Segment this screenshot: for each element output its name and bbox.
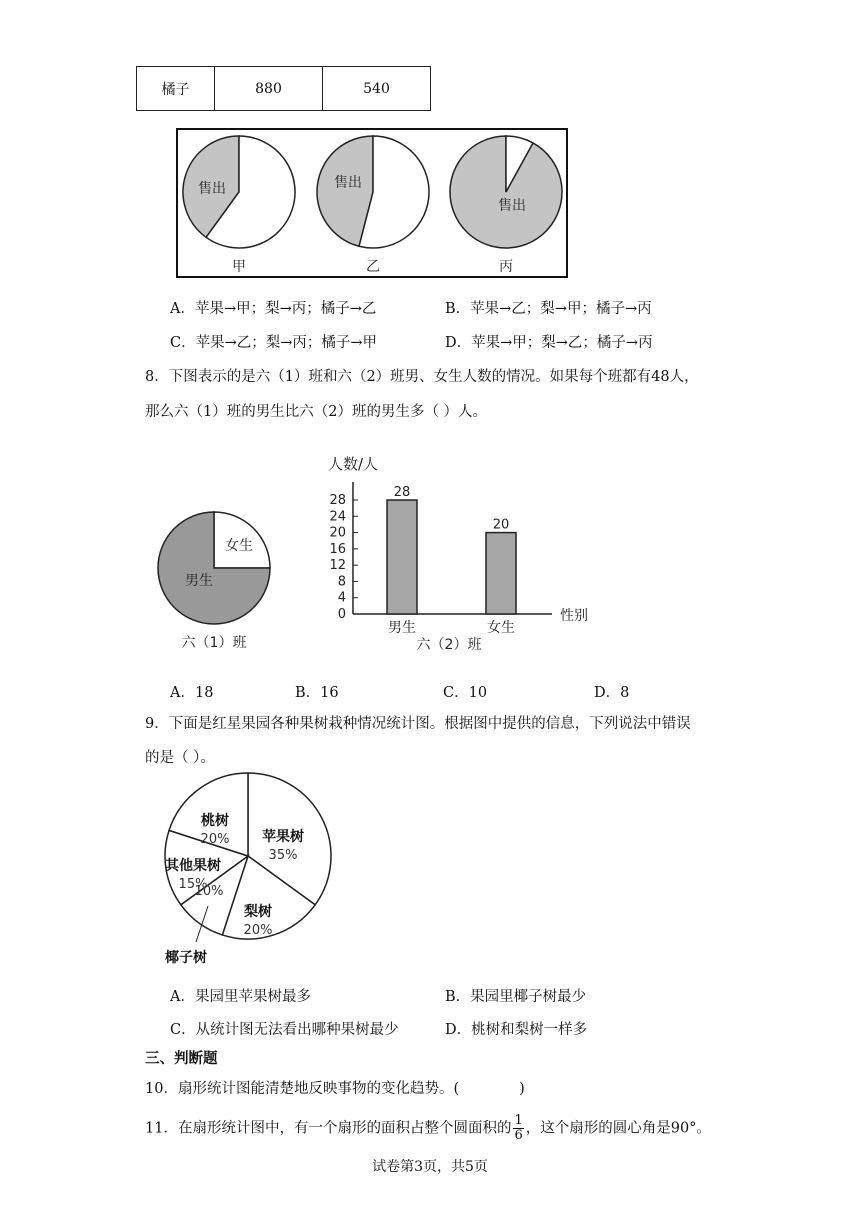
q11-fraction-denominator: 6: [514, 1128, 523, 1143]
q11-fraction: [513, 1114, 523, 1143]
q11-text-after: ，这个扇形的圆心角是90°。: [525, 1120, 711, 1137]
table-cell-col1: 880: [215, 67, 323, 111]
pie-2-sold-label: 售出: [334, 175, 362, 191]
q9-option-b[interactable]: B．果园里椰子树最少: [445, 989, 587, 1005]
y-tick-label: 16: [329, 541, 346, 557]
q9-question-line2: 的是（ ）。: [145, 750, 215, 766]
q10-question: [145, 1079, 525, 1099]
orchard-pct-pear: 20%: [243, 923, 273, 938]
class2-title: 六（2）班: [416, 637, 482, 653]
pie-1-name: 甲: [232, 259, 246, 275]
bar-girls: [486, 533, 516, 614]
q8-option-b[interactable]: B．16: [295, 685, 339, 701]
orchard-label-peach: 桃树: [201, 813, 229, 829]
class1-boys-label: 男生: [185, 573, 213, 589]
y-tick-label: 24: [329, 509, 346, 525]
q7-option-a[interactable]: A．苹果→甲；梨→丙；橘子→乙: [170, 301, 377, 317]
q9-option-a[interactable]: A．果园里苹果树最多: [170, 989, 311, 1005]
y-axis-label: 人数/人: [327, 455, 379, 473]
q7-option-b[interactable]: B．苹果→乙；梨→甲；橘子→丙: [445, 301, 652, 317]
y-tick-label: 12: [329, 558, 346, 574]
q11-text-before: 11．在扇形统计图中，有一个扇形的面积占整个圆面积的: [145, 1120, 512, 1137]
q8-option-c[interactable]: C．10: [443, 685, 488, 701]
orchard-pct-peach: 20%: [200, 832, 230, 847]
q11-question: [145, 1114, 711, 1143]
pie-1-sold-label: 售出: [198, 181, 226, 197]
q9-option-d[interactable]: D．桃树和梨树一样多: [445, 1022, 588, 1038]
y-tick-label: 8: [337, 574, 346, 590]
y-tick-label: 20: [329, 525, 346, 541]
q9-option-c[interactable]: C．从统计图无法看出哪种果树最少: [170, 1022, 399, 1038]
q7-option-d[interactable]: D．苹果→甲；梨→乙；橘子→丙: [445, 335, 653, 351]
q10-text: 10．扇形统计图能清楚地反映事物的变化趋势。(: [145, 1081, 460, 1097]
x-tick-label: 女生: [487, 620, 515, 636]
y-tick-label: 28: [329, 493, 346, 508]
bar-boys: [387, 500, 417, 614]
x-tick-label: 男生: [388, 620, 416, 636]
q9-orchard-pie: [0, 770, 860, 975]
q9-question-line1: 9．下面是红星果园各种果树栽种情况统计图。根据图中提供的信息，下列说法中错误: [145, 716, 691, 732]
table-cell-label: 橘子: [137, 67, 215, 111]
class1-girls-label: 女生: [225, 538, 253, 554]
q8-option-a[interactable]: A．18: [170, 685, 214, 701]
orchard-label-pear: 梨树: [244, 904, 272, 920]
section-title-judgement: 三、判断题: [145, 1051, 218, 1067]
pie-2-name: 乙: [366, 259, 380, 275]
orchard-pct-coconut: 10%: [194, 884, 224, 899]
page-footer: 试卷第3页，共5页: [372, 1159, 488, 1175]
orchard-label-coconut: 椰子树: [165, 950, 207, 966]
q8-figure: [0, 440, 860, 670]
class1-title: 六（1）班: [181, 635, 247, 651]
bar-value-label: 28: [393, 485, 411, 500]
y-tick-label: 4: [337, 590, 346, 606]
q8-question-line2: 那么六（1）班的男生比六（2）班的男生多（ ）人。: [145, 404, 488, 420]
orchard-label-apple: 苹果树: [262, 829, 304, 845]
orchard-pct-apple: 35%: [268, 848, 298, 863]
q8-option-d[interactable]: D．8: [594, 685, 630, 701]
q11-fraction-numerator: 1: [514, 1113, 523, 1128]
table-cell-col2: 540: [323, 67, 431, 111]
pie-3-name: 丙: [499, 259, 513, 275]
orchard-label-other: 其他果树: [165, 858, 221, 874]
q7-option-c[interactable]: C．苹果→乙；梨→丙；橘子→甲: [170, 335, 378, 351]
y-tick-label: 0: [337, 607, 346, 622]
bar-value-label: 20: [492, 517, 510, 533]
q7-pies-figure: [0, 0, 860, 290]
q10-close-paren: ): [519, 1081, 525, 1097]
pie-3-sold-label: 售出: [498, 198, 526, 214]
q8-question-line1: 8．下图表示的是六（1）班和六（2）班男、女生人数的情况。如果每个班都有48人，: [145, 369, 699, 385]
x-axis-label: 性别: [560, 608, 588, 624]
orchard-pct-other: 15%: [178, 877, 208, 892]
